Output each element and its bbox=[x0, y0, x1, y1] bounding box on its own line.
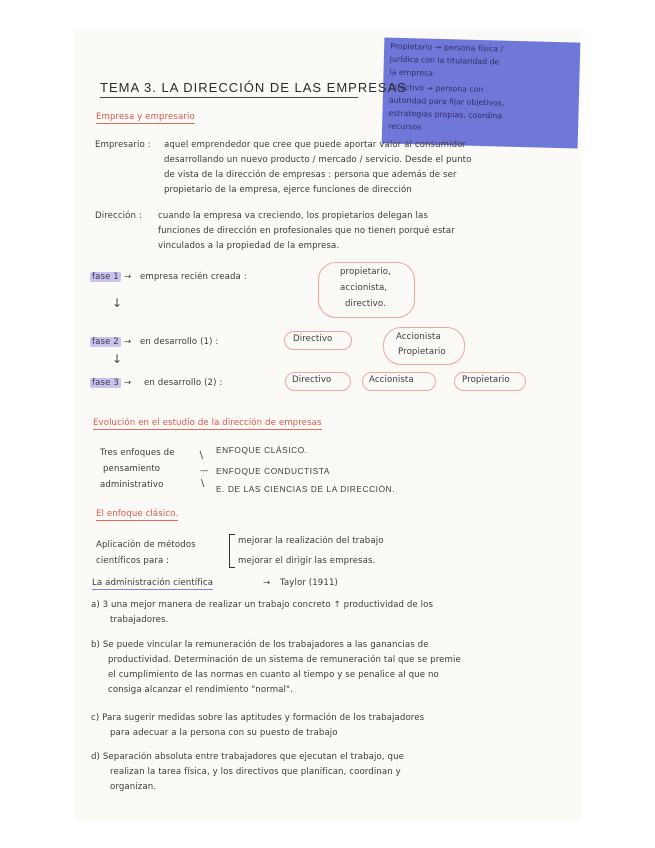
section-heading: El enfoque clásico. bbox=[96, 509, 179, 519]
fase-text: en desarrollo (1) : bbox=[140, 337, 219, 347]
sticky-note-line: estrategias propias, coordina bbox=[388, 108, 503, 121]
point-line: consiga alcanzar el rendimiento "normal". bbox=[108, 685, 293, 695]
enfoque-item: E. DE LAS CIENCIAS DE LA DIRECCIÓN. bbox=[216, 484, 396, 494]
metodos-label: científicos para : bbox=[96, 556, 170, 566]
role-label: Directivo bbox=[292, 375, 332, 385]
page-title: TEMA 3. LA DIRECCIÓN DE LAS EMPRESAS bbox=[100, 80, 407, 95]
arrow-icon: → bbox=[124, 337, 132, 347]
point-line: trabajadores. bbox=[110, 615, 169, 625]
enfoque-item: ENFOQUE CONDUCTISTA bbox=[216, 466, 331, 476]
empresario-label: Empresario : bbox=[95, 140, 151, 150]
section-heading: La administración científica bbox=[92, 578, 214, 588]
enfoques-label: Tres enfoques de bbox=[100, 448, 175, 458]
fase-label: fase 1 bbox=[92, 272, 119, 282]
empresario-line: de vista de la dirección de empresas : persona que además de ser bbox=[164, 170, 457, 180]
direccion-label: Dirección : bbox=[95, 211, 142, 221]
role-label: Accionista bbox=[369, 375, 414, 385]
point-line: c) Para sugerir medidas sobre las aptitudes y formación de los trabajadores bbox=[91, 713, 425, 723]
empresario-line: desarrollando un nuevo producto / mercado / servicio. Desde el punto bbox=[164, 155, 472, 165]
section-heading: Empresa y empresario bbox=[96, 112, 195, 122]
sticky-note bbox=[382, 37, 581, 148]
role-label: Propietario bbox=[398, 347, 446, 357]
arrow-icon: → bbox=[124, 272, 132, 282]
sticky-note-line: la empresa. bbox=[389, 67, 436, 78]
direccion-line: funciones de dirección en profesionales que no tienen porqué estar bbox=[158, 226, 455, 236]
branch-line: — bbox=[200, 466, 209, 476]
title-underline bbox=[100, 97, 358, 98]
empresario-line: aquel emprendedor que cree que puede aportar valor al consumidor bbox=[164, 140, 467, 150]
sticky-note-line: Directivo → persona con bbox=[389, 82, 484, 95]
fase-label: fase 2 bbox=[92, 337, 119, 347]
enfoques-label: administrativo bbox=[100, 480, 164, 490]
point-line: productividad. Determinación de un sistema de remuneración tal que se premie bbox=[108, 655, 461, 665]
metodo-item: mejorar la realización del trabajo bbox=[238, 536, 384, 546]
role-label: Propietario bbox=[462, 375, 510, 385]
direccion-line: cuando la empresa va creciendo, los propietarios delegan las bbox=[158, 211, 428, 221]
point-line: realizan la tarea física, y los directivos que planifican, coordinan y bbox=[110, 767, 401, 777]
point-line: a) 3 una mejor manera de realizar un trabajo concreto ↑ productividad de los bbox=[91, 600, 434, 610]
metodo-item: mejorar el dirigir las empresas. bbox=[238, 556, 376, 566]
fase-text: en desarrollo (2) : bbox=[144, 378, 223, 388]
fase-label: fase 3 bbox=[92, 378, 119, 388]
role-label: propietario, bbox=[340, 267, 391, 277]
role-label: accionista, bbox=[340, 283, 388, 293]
enfoque-item: ENFOQUE CLÁSICO. bbox=[216, 445, 308, 455]
arrow-icon: → bbox=[124, 378, 132, 388]
empresario-line: propietario de la empresa, ejerce funciones de dirección bbox=[164, 185, 412, 195]
point-line: organizan. bbox=[110, 782, 157, 792]
sticky-note-line: autoridad para fijar objetivos, bbox=[388, 95, 505, 108]
role-label: Accionista bbox=[396, 332, 441, 342]
sticky-note-line: Propietario → persona física / bbox=[390, 41, 504, 54]
role-label: directivo. bbox=[345, 299, 386, 309]
down-arrow-icon: ↓ bbox=[112, 352, 123, 366]
branch-line: / bbox=[197, 449, 207, 462]
down-arrow-icon: ↓ bbox=[112, 296, 123, 310]
arrow-icon: → bbox=[263, 578, 271, 588]
role-label: Directivo bbox=[293, 334, 333, 344]
fase-text: empresa recién creada : bbox=[140, 272, 247, 282]
sticky-note-line: jurídica con la titularidad de bbox=[389, 54, 500, 67]
sticky-note-line: recursos bbox=[387, 121, 422, 132]
point-line: b) Se puede vincular la remuneración de los trabajadores a las ganancias de bbox=[91, 640, 429, 650]
bracket bbox=[229, 534, 235, 568]
taylor-author: Taylor (1911) bbox=[280, 578, 338, 588]
branch-line: \ bbox=[201, 478, 205, 489]
point-line: para adecuar a la persona con su puesto de trabajo bbox=[110, 728, 338, 738]
metodos-label: Aplicación de métodos bbox=[96, 540, 196, 550]
enfoques-label: pensamiento bbox=[103, 464, 161, 474]
section-heading: Evolución en el estudio de la dirección de empresas bbox=[93, 418, 322, 428]
point-line: d) Separación absoluta entre trabajadores que ejecutan el trabajo, que bbox=[91, 752, 405, 762]
point-line: el cumplimiento de las normas en cuanto al tiempo y se penalice al que no bbox=[108, 670, 439, 680]
direccion-line: vinculados a la propiedad de la empresa. bbox=[158, 241, 340, 251]
